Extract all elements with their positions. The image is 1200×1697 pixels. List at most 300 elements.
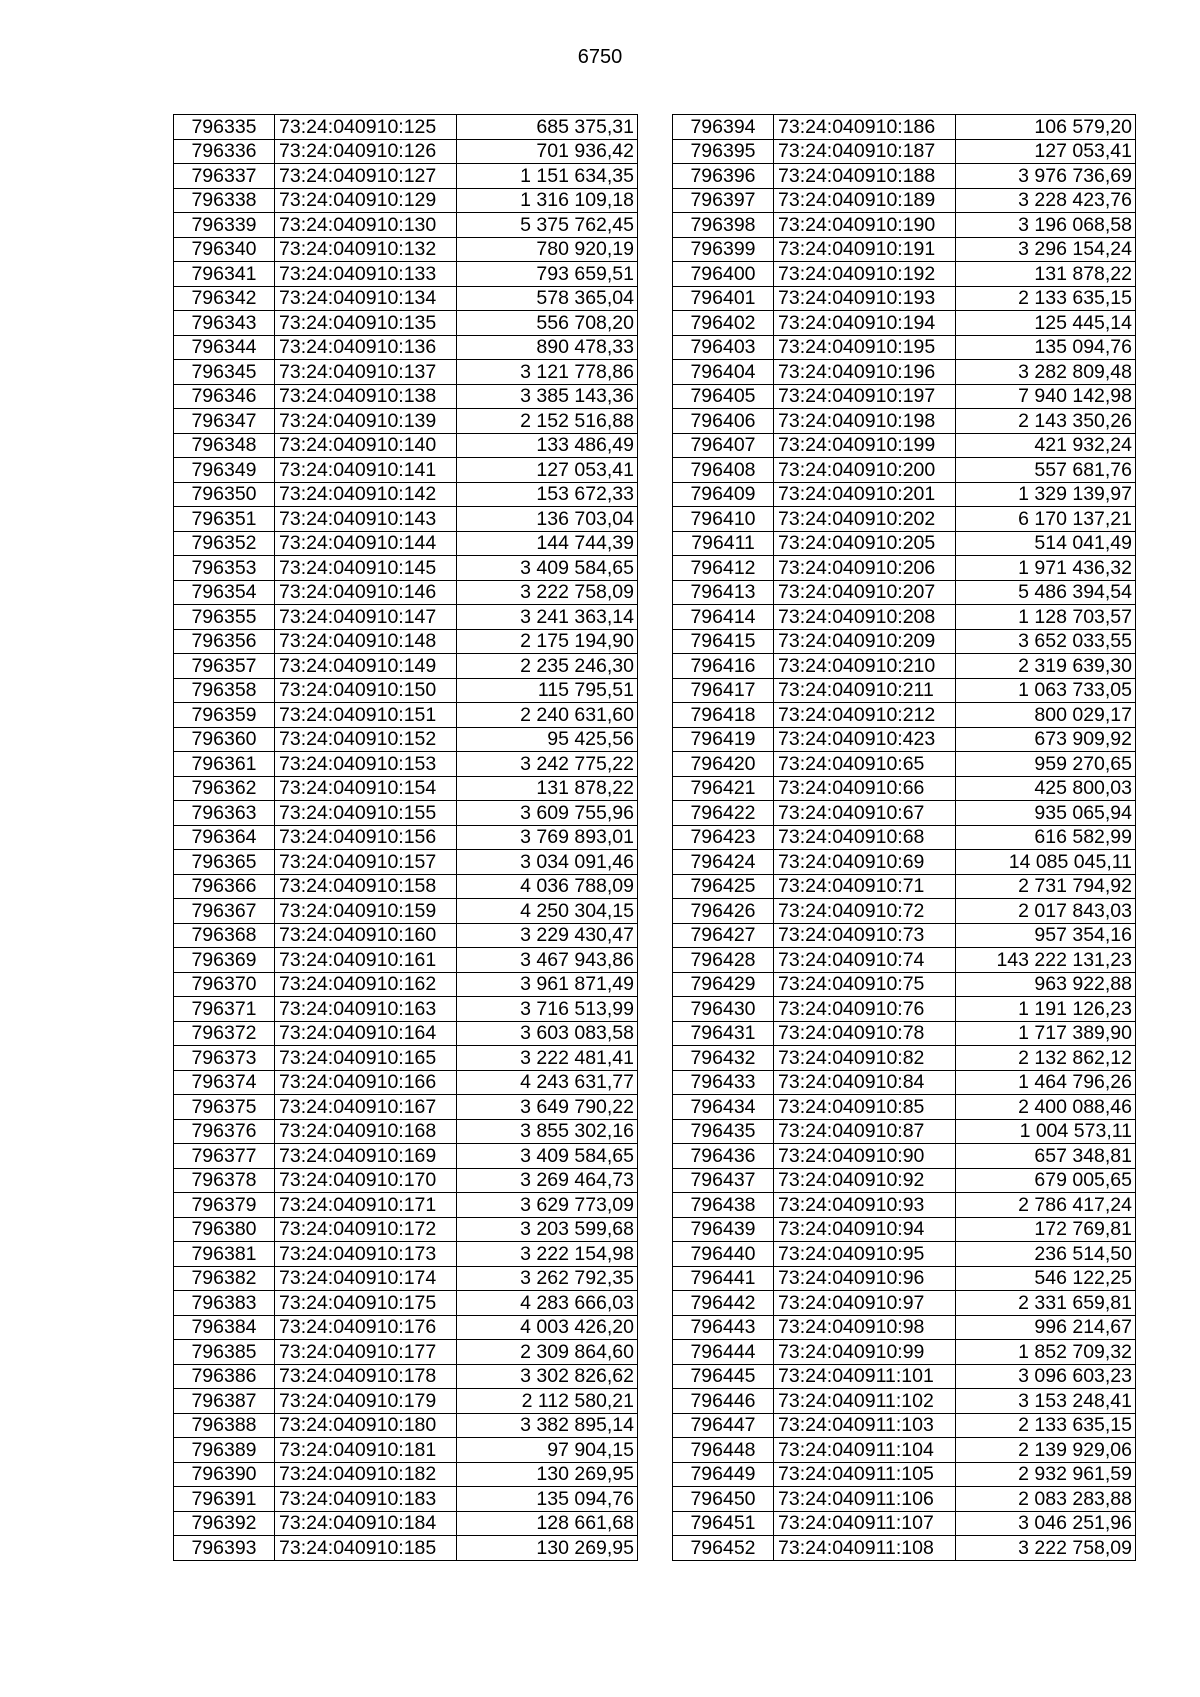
value-cell: 3 269 464,73 [457, 1168, 638, 1193]
table-row [673, 262, 1136, 287]
cadastral-number-cell: 73:24:040910:202 [774, 507, 956, 532]
value-cell: 4 250 304,15 [457, 899, 638, 924]
row-number-cell: 796414 [673, 605, 774, 630]
row-number-cell: 796427 [673, 923, 774, 948]
cadastral-number-cell: 73:24:040910:152 [275, 727, 457, 752]
row-number-cell: 796408 [673, 458, 774, 483]
row-number-cell: 796336 [174, 139, 275, 164]
cadastral-number-cell: 73:24:040910:165 [275, 1046, 457, 1071]
cadastral-number-cell: 73:24:040910:136 [275, 335, 457, 360]
value-cell: 557 681,76 [956, 458, 1136, 483]
table-row [673, 874, 1136, 899]
table-row [174, 1511, 638, 1536]
value-cell: 4 036 788,09 [457, 874, 638, 899]
table-row [174, 825, 638, 850]
value-cell: 131 878,22 [956, 262, 1136, 287]
value-cell: 1 004 573,11 [956, 1119, 1136, 1144]
row-number-cell: 796418 [673, 703, 774, 728]
table-row [174, 1070, 638, 1095]
table-row [174, 1291, 638, 1316]
value-cell: 3 242 775,22 [457, 752, 638, 777]
table-row [174, 1536, 638, 1561]
row-number-cell: 796367 [174, 899, 275, 924]
value-cell: 3 229 430,47 [457, 923, 638, 948]
table-row [174, 752, 638, 777]
table-row [673, 1046, 1136, 1071]
row-number-cell: 796447 [673, 1413, 774, 1438]
value-cell: 2 319 639,30 [956, 654, 1136, 679]
value-cell: 2 017 843,03 [956, 899, 1136, 924]
value-cell: 131 878,22 [457, 776, 638, 801]
table-row [673, 507, 1136, 532]
table-row [673, 213, 1136, 238]
value-cell: 793 659,51 [457, 262, 638, 287]
cadastral-number-cell: 73:24:040910:155 [275, 801, 457, 826]
row-number-cell: 796432 [673, 1046, 774, 1071]
cadastral-number-cell: 73:24:040910:65 [774, 752, 956, 777]
row-number-cell: 796388 [174, 1413, 275, 1438]
table-row [673, 801, 1136, 826]
row-number-cell: 796412 [673, 556, 774, 581]
table-row [174, 972, 638, 997]
value-cell: 6 170 137,21 [956, 507, 1136, 532]
cadastral-number-cell: 73:24:040910:142 [275, 482, 457, 507]
cadastral-number-cell: 73:24:040910:182 [275, 1462, 457, 1487]
cadastral-number-cell: 73:24:040910:69 [774, 850, 956, 875]
value-cell: 135 094,76 [956, 335, 1136, 360]
table-row [673, 1144, 1136, 1169]
value-cell: 3 603 083,58 [457, 1021, 638, 1046]
cadastral-number-cell: 73:24:040910:160 [275, 923, 457, 948]
value-cell: 3 241 363,14 [457, 605, 638, 630]
table-row [673, 1364, 1136, 1389]
table-row [673, 1438, 1136, 1463]
cadastral-number-cell: 73:24:040910:125 [275, 115, 457, 140]
value-cell: 3 716 513,99 [457, 997, 638, 1022]
cadastral-number-cell: 73:24:040910:92 [774, 1168, 956, 1193]
value-cell: 2 152 516,88 [457, 409, 638, 434]
value-cell: 1 063 733,05 [956, 678, 1136, 703]
value-cell: 7 940 142,98 [956, 384, 1136, 409]
value-cell: 3 121 778,86 [457, 360, 638, 385]
value-cell: 2 309 864,60 [457, 1340, 638, 1365]
row-number-cell: 796399 [673, 237, 774, 262]
value-cell: 3 855 302,16 [457, 1119, 638, 1144]
value-cell: 130 269,95 [457, 1536, 638, 1561]
table-row [673, 1119, 1136, 1144]
value-cell: 800 029,17 [956, 703, 1136, 728]
row-number-cell: 796403 [673, 335, 774, 360]
cadastral-number-cell: 73:24:040910:73 [774, 923, 956, 948]
cadastral-number-cell: 73:24:040910:134 [275, 286, 457, 311]
cadastral-number-cell: 73:24:040910:208 [774, 605, 956, 630]
cadastral-number-cell: 73:24:040911:104 [774, 1438, 956, 1463]
table-row [673, 139, 1136, 164]
row-number-cell: 796348 [174, 433, 275, 458]
row-number-cell: 796395 [673, 139, 774, 164]
row-number-cell: 796452 [673, 1536, 774, 1561]
row-number-cell: 796383 [174, 1291, 275, 1316]
cadastral-number-cell: 73:24:040910:133 [275, 262, 457, 287]
table-row [673, 311, 1136, 336]
cadastral-number-cell: 73:24:040910:72 [774, 899, 956, 924]
cadastral-number-cell: 73:24:040910:205 [774, 531, 956, 556]
row-number-cell: 796398 [673, 213, 774, 238]
value-cell: 4 283 666,03 [457, 1291, 638, 1316]
row-number-cell: 796378 [174, 1168, 275, 1193]
cadastral-number-cell: 73:24:040910:129 [275, 188, 457, 213]
row-number-cell: 796340 [174, 237, 275, 262]
row-number-cell: 796425 [673, 874, 774, 899]
value-cell: 3 222 758,09 [457, 580, 638, 605]
row-number-cell: 796450 [673, 1487, 774, 1512]
table-row [174, 1168, 638, 1193]
cadastral-table-left [173, 114, 638, 1561]
table-row [673, 923, 1136, 948]
cadastral-number-cell: 73:24:040910:185 [275, 1536, 457, 1561]
table-row [174, 1095, 638, 1120]
row-number-cell: 796339 [174, 213, 275, 238]
cadastral-number-cell: 73:24:040910:97 [774, 1291, 956, 1316]
row-number-cell: 796429 [673, 972, 774, 997]
table-row [673, 850, 1136, 875]
row-number-cell: 796435 [673, 1119, 774, 1144]
table-row [174, 384, 638, 409]
row-number-cell: 796449 [673, 1462, 774, 1487]
row-number-cell: 796342 [174, 286, 275, 311]
table-row [174, 482, 638, 507]
table-row [174, 1242, 638, 1267]
row-number-cell: 796359 [174, 703, 275, 728]
value-cell: 3 282 809,48 [956, 360, 1136, 385]
row-number-cell: 796423 [673, 825, 774, 850]
table-row [174, 654, 638, 679]
table-row [174, 164, 638, 189]
row-number-cell: 796420 [673, 752, 774, 777]
table-row [174, 1315, 638, 1340]
row-number-cell: 796371 [174, 997, 275, 1022]
table-row [673, 237, 1136, 262]
row-number-cell: 796372 [174, 1021, 275, 1046]
value-cell: 3 196 068,58 [956, 213, 1136, 238]
row-number-cell: 796352 [174, 531, 275, 556]
table-row [174, 1364, 638, 1389]
cadastral-number-cell: 73:24:040910:423 [774, 727, 956, 752]
row-number-cell: 796391 [174, 1487, 275, 1512]
value-cell: 2 235 246,30 [457, 654, 638, 679]
row-number-cell: 796386 [174, 1364, 275, 1389]
table-row [673, 1217, 1136, 1242]
row-number-cell: 796422 [673, 801, 774, 826]
value-cell: 3 034 091,46 [457, 850, 638, 875]
row-number-cell: 796361 [174, 752, 275, 777]
row-number-cell: 796347 [174, 409, 275, 434]
value-cell: 3 976 736,69 [956, 164, 1136, 189]
table-row [174, 458, 638, 483]
row-number-cell: 796343 [174, 311, 275, 336]
cadastral-number-cell: 73:24:040910:206 [774, 556, 956, 581]
value-cell: 2 331 659,81 [956, 1291, 1136, 1316]
row-number-cell: 796437 [673, 1168, 774, 1193]
value-cell: 701 936,42 [457, 139, 638, 164]
cadastral-number-cell: 73:24:040910:196 [774, 360, 956, 385]
row-number-cell: 796358 [174, 678, 275, 703]
table-row [174, 678, 638, 703]
cadastral-number-cell: 73:24:040910:170 [275, 1168, 457, 1193]
value-cell: 3 409 584,65 [457, 556, 638, 581]
value-cell: 2 731 794,92 [956, 874, 1136, 899]
row-number-cell: 796442 [673, 1291, 774, 1316]
table-row [673, 703, 1136, 728]
table-row [673, 752, 1136, 777]
cadastral-number-cell: 73:24:040910:78 [774, 1021, 956, 1046]
value-cell: 1 971 436,32 [956, 556, 1136, 581]
cadastral-number-cell: 73:24:040910:143 [275, 507, 457, 532]
cadastral-number-cell: 73:24:040910:176 [275, 1315, 457, 1340]
row-number-cell: 796402 [673, 311, 774, 336]
table-row [673, 997, 1136, 1022]
cadastral-number-cell: 73:24:040910:174 [275, 1266, 457, 1291]
row-number-cell: 796441 [673, 1266, 774, 1291]
value-cell: 890 478,33 [457, 335, 638, 360]
cadastral-number-cell: 73:24:040910:98 [774, 1315, 956, 1340]
cadastral-number-cell: 73:24:040911:103 [774, 1413, 956, 1438]
value-cell: 2 132 862,12 [956, 1046, 1136, 1071]
table-row [174, 1144, 638, 1169]
row-number-cell: 796360 [174, 727, 275, 752]
table-row [673, 776, 1136, 801]
table-row [673, 1266, 1136, 1291]
row-number-cell: 796397 [673, 188, 774, 213]
cadastral-number-cell: 73:24:040910:184 [275, 1511, 457, 1536]
value-cell: 1 316 109,18 [457, 188, 638, 213]
table-row [174, 874, 638, 899]
cadastral-number-cell: 73:24:040910:153 [275, 752, 457, 777]
row-number-cell: 796335 [174, 115, 275, 140]
value-cell: 2 133 635,15 [956, 1413, 1136, 1438]
row-number-cell: 796419 [673, 727, 774, 752]
value-cell: 3 961 871,49 [457, 972, 638, 997]
cadastral-number-cell: 73:24:040910:154 [275, 776, 457, 801]
value-cell: 556 708,20 [457, 311, 638, 336]
cadastral-number-cell: 73:24:040910:192 [774, 262, 956, 287]
table-row [673, 605, 1136, 630]
row-number-cell: 796440 [673, 1242, 774, 1267]
row-number-cell: 796424 [673, 850, 774, 875]
cadastral-number-cell: 73:24:040910:126 [275, 139, 457, 164]
table-row [673, 482, 1136, 507]
cadastral-number-cell: 73:24:040910:201 [774, 482, 956, 507]
table-row [174, 433, 638, 458]
row-number-cell: 796353 [174, 556, 275, 581]
table-row [174, 948, 638, 973]
table-row [174, 850, 638, 875]
row-number-cell: 796379 [174, 1193, 275, 1218]
value-cell: 1 128 703,57 [956, 605, 1136, 630]
row-number-cell: 796374 [174, 1070, 275, 1095]
value-cell: 673 909,92 [956, 727, 1136, 752]
table-row [174, 531, 638, 556]
table-row [673, 629, 1136, 654]
cadastral-number-cell: 73:24:040910:199 [774, 433, 956, 458]
table-row [174, 1046, 638, 1071]
row-number-cell: 796345 [174, 360, 275, 385]
row-number-cell: 796346 [174, 384, 275, 409]
table-row [673, 531, 1136, 556]
table-row [174, 409, 638, 434]
row-number-cell: 796393 [174, 1536, 275, 1561]
cadastral-number-cell: 73:24:040910:156 [275, 825, 457, 850]
cadastral-number-cell: 73:24:040910:164 [275, 1021, 457, 1046]
cadastral-number-cell: 73:24:040910:162 [275, 972, 457, 997]
row-number-cell: 796387 [174, 1389, 275, 1414]
table-row [673, 433, 1136, 458]
row-number-cell: 796349 [174, 458, 275, 483]
value-cell: 95 425,56 [457, 727, 638, 752]
value-cell: 133 486,49 [457, 433, 638, 458]
row-number-cell: 796400 [673, 262, 774, 287]
cadastral-number-cell: 73:24:040910:74 [774, 948, 956, 973]
value-cell: 421 932,24 [956, 433, 1136, 458]
value-cell: 963 922,88 [956, 972, 1136, 997]
cadastral-number-cell: 73:24:040910:75 [774, 972, 956, 997]
cadastral-number-cell: 73:24:040910:94 [774, 1217, 956, 1242]
row-number-cell: 796370 [174, 972, 275, 997]
cadastral-number-cell: 73:24:040910:82 [774, 1046, 956, 1071]
row-number-cell: 796404 [673, 360, 774, 385]
cadastral-number-cell: 73:24:040910:158 [275, 874, 457, 899]
row-number-cell: 796417 [673, 678, 774, 703]
value-cell: 4 003 426,20 [457, 1315, 638, 1340]
table-row [673, 1242, 1136, 1267]
table-row [174, 727, 638, 752]
row-number-cell: 796426 [673, 899, 774, 924]
row-number-cell: 796415 [673, 629, 774, 654]
row-number-cell: 796436 [673, 1144, 774, 1169]
value-cell: 14 085 045,11 [956, 850, 1136, 875]
row-number-cell: 796390 [174, 1462, 275, 1487]
cadastral-number-cell: 73:24:040911:107 [774, 1511, 956, 1536]
table-row [174, 1438, 638, 1463]
table-row [174, 1389, 638, 1414]
table-row [174, 188, 638, 213]
row-number-cell: 796389 [174, 1438, 275, 1463]
value-cell: 143 222 131,23 [956, 948, 1136, 973]
table-row [673, 678, 1136, 703]
table-row [174, 1217, 638, 1242]
cadastral-number-cell: 73:24:040910:67 [774, 801, 956, 826]
value-cell: 3 302 826,62 [457, 1364, 638, 1389]
row-number-cell: 796428 [673, 948, 774, 973]
cadastral-number-cell: 73:24:040910:163 [275, 997, 457, 1022]
value-cell: 3 609 755,96 [457, 801, 638, 826]
cadastral-number-cell: 73:24:040910:169 [275, 1144, 457, 1169]
value-cell: 3 385 143,36 [457, 384, 638, 409]
value-cell: 1 151 634,35 [457, 164, 638, 189]
row-number-cell: 796411 [673, 531, 774, 556]
value-cell: 514 041,49 [956, 531, 1136, 556]
cadastral-number-cell: 73:24:040910:177 [275, 1340, 457, 1365]
table-row [174, 507, 638, 532]
value-cell: 657 348,81 [956, 1144, 1136, 1169]
table-row [174, 1340, 638, 1365]
cadastral-number-cell: 73:24:040910:159 [275, 899, 457, 924]
cadastral-number-cell: 73:24:040910:135 [275, 311, 457, 336]
cadastral-number-cell: 73:24:040910:145 [275, 556, 457, 581]
value-cell: 125 445,14 [956, 311, 1136, 336]
cadastral-number-cell: 73:24:040910:66 [774, 776, 956, 801]
value-cell: 4 243 631,77 [457, 1070, 638, 1095]
cadastral-number-cell: 73:24:040910:150 [275, 678, 457, 703]
cadastral-number-cell: 73:24:040911:105 [774, 1462, 956, 1487]
row-number-cell: 796431 [673, 1021, 774, 1046]
cadastral-number-cell: 73:24:040910:84 [774, 1070, 956, 1095]
value-cell: 136 703,04 [457, 507, 638, 532]
table-body-left [174, 115, 638, 1561]
table-row [673, 1462, 1136, 1487]
value-cell: 97 904,15 [457, 1438, 638, 1463]
value-cell: 2 175 194,90 [457, 629, 638, 654]
value-cell: 5 486 394,54 [956, 580, 1136, 605]
row-number-cell: 796355 [174, 605, 275, 630]
value-cell: 3 228 423,76 [956, 188, 1136, 213]
cadastral-number-cell: 73:24:040910:207 [774, 580, 956, 605]
table-row [174, 629, 638, 654]
row-number-cell: 796443 [673, 1315, 774, 1340]
row-number-cell: 796448 [673, 1438, 774, 1463]
table-row [174, 776, 638, 801]
cadastral-number-cell: 73:24:040910:95 [774, 1242, 956, 1267]
cadastral-number-cell: 73:24:040910:190 [774, 213, 956, 238]
table-row [673, 458, 1136, 483]
row-number-cell: 796368 [174, 923, 275, 948]
value-cell: 2 932 961,59 [956, 1462, 1136, 1487]
value-cell: 106 579,20 [956, 115, 1136, 140]
cadastral-number-cell: 73:24:040910:175 [275, 1291, 457, 1316]
value-cell: 1 717 389,90 [956, 1021, 1136, 1046]
table-row [673, 115, 1136, 140]
table-row [174, 262, 638, 287]
value-cell: 780 920,19 [457, 237, 638, 262]
table-row [673, 1021, 1136, 1046]
cadastral-number-cell: 73:24:040910:167 [275, 1095, 457, 1120]
table-row [673, 1340, 1136, 1365]
table-row [174, 580, 638, 605]
row-number-cell: 796376 [174, 1119, 275, 1144]
row-number-cell: 796373 [174, 1046, 275, 1071]
cadastral-number-cell: 73:24:040910:189 [774, 188, 956, 213]
value-cell: 425 800,03 [956, 776, 1136, 801]
cadastral-number-cell: 73:24:040910:149 [275, 654, 457, 679]
table-row [174, 556, 638, 581]
row-number-cell: 796392 [174, 1511, 275, 1536]
row-number-cell: 796354 [174, 580, 275, 605]
value-cell: 2 143 350,26 [956, 409, 1136, 434]
table-row [174, 1193, 638, 1218]
cadastral-number-cell: 73:24:040910:90 [774, 1144, 956, 1169]
value-cell: 1 464 796,26 [956, 1070, 1136, 1095]
cadastral-number-cell: 73:24:040910:140 [275, 433, 457, 458]
value-cell: 3 262 792,35 [457, 1266, 638, 1291]
table-row [174, 703, 638, 728]
table-row [673, 654, 1136, 679]
table-row [673, 286, 1136, 311]
cadastral-number-cell: 73:24:040910:137 [275, 360, 457, 385]
row-number-cell: 796396 [673, 164, 774, 189]
value-cell: 679 005,65 [956, 1168, 1136, 1193]
row-number-cell: 796451 [673, 1511, 774, 1536]
row-number-cell: 796337 [174, 164, 275, 189]
